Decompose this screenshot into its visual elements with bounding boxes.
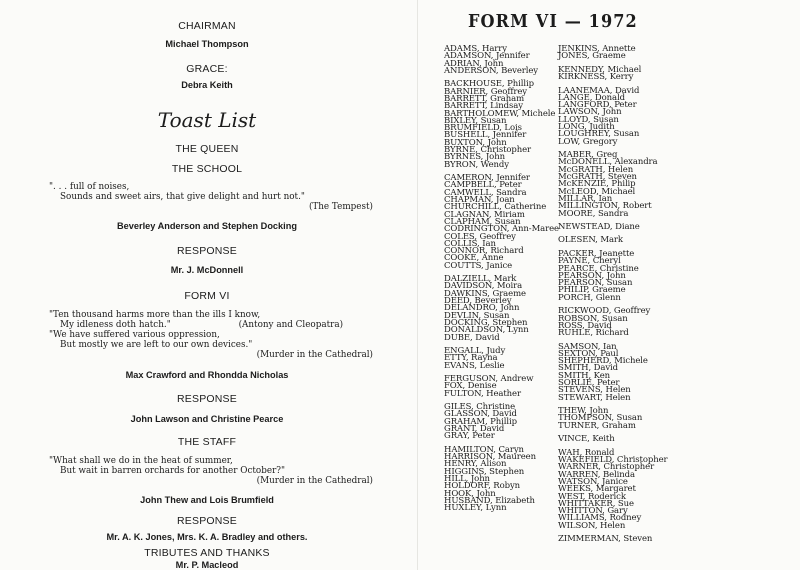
chairman-name: Michael Thompson [165, 39, 249, 49]
toast-list-title: Toast List [157, 108, 257, 132]
student-name: McGRATH, Helen [558, 164, 634, 175]
student-name: DONALDSON, Lynn [444, 325, 529, 336]
name-group [444, 276, 559, 342]
student-name: COLLIS, Ian [444, 238, 496, 249]
form-quote-line: But mostly we are left to our own devices." [60, 340, 253, 350]
name-group [558, 447, 668, 531]
student-name: HIGGINS, Stephen [444, 466, 525, 477]
student-name: WILSON, Helen [558, 520, 626, 531]
student-name: CAMPBELL, Peter [444, 180, 522, 191]
student-name: MOORE, Sandra [558, 208, 629, 219]
student-name: DOCKING, Stephen [444, 317, 528, 328]
name-group [558, 341, 668, 403]
student-name: COLES, Geoffrey [444, 231, 516, 242]
student-name: CONNOR, Richard [444, 246, 524, 257]
student-name: VINCE, Keith [558, 434, 615, 445]
grace-name: Debra Keith [181, 80, 233, 90]
student-name: BUXTON, John [444, 137, 507, 148]
student-name: GLASSON, David [444, 409, 517, 420]
student-name: McLEOD, Michael [558, 186, 636, 197]
student-name: PORCH, Glenn [558, 292, 621, 303]
student-name: McGRATH, Steven [558, 172, 637, 183]
student-name: FULTON, Heather [444, 388, 521, 399]
student-name: DELANDRO, John [444, 303, 520, 314]
student-name: SMITH, David [558, 363, 619, 374]
name-column-right [558, 46, 668, 550]
tributes-heading: TRIBUTES AND THANKS [144, 547, 270, 559]
student-name: BYRON, Wendy [444, 159, 509, 170]
student-name: SHEPHERD, Michele [558, 356, 648, 367]
student-name: PEARSON, John [558, 270, 626, 281]
student-name: WHITTON, Gary [558, 506, 628, 517]
student-name: BUSHELL, Jennifer [444, 130, 527, 141]
student-name: ANDERSON, Beverley [444, 65, 539, 76]
response-speakers: John Lawson and Christine Pearce [130, 414, 284, 424]
form-quote-line: My idleness doth hatch." [60, 320, 171, 330]
student-name: WHITTAKER, Sue [558, 498, 634, 509]
student-name: HAMILTON, Caryn [444, 444, 524, 455]
student-name: FERGUSON, Andrew [444, 374, 534, 385]
student-name: OLESEN, Mark [558, 235, 623, 246]
student-name: NEWSTEAD, Diane [558, 221, 640, 232]
student-name: BYRNES, John [444, 152, 505, 163]
student-name: PEARCE, Christine [558, 263, 639, 274]
student-name: SMITH, Ken [558, 370, 610, 381]
student-name: CODRINGTON, Ann-Maree [444, 224, 559, 235]
toast-form-vi: FORM VI [184, 290, 230, 302]
response-heading: RESPONSE [177, 515, 237, 527]
student-name: STEWART, Helen [558, 392, 631, 403]
student-name: ETTY, Rayna [444, 353, 498, 364]
student-name: WEEKS, Margaret [558, 484, 636, 495]
student-name: DEED, Beverley [444, 296, 512, 307]
student-name: DAVIDSON, Moira [444, 281, 523, 292]
student-name: CAMERON, Jennifer [444, 173, 530, 184]
name-group [558, 248, 668, 303]
student-name: HILL, John [444, 474, 490, 485]
student-name: WATSON, Janice [558, 476, 628, 487]
student-name: BARNIER, Geoffrey [444, 86, 528, 97]
staff-quote-line: "What shall we do in the heat of summer, [49, 456, 233, 466]
school-speakers: Beverley Anderson and Stephen Docking [117, 221, 297, 231]
student-name: HOLDORF, Robyn [444, 481, 521, 492]
student-name: GRANT, David [444, 424, 505, 435]
student-name: LOUGHREY, Susan [558, 129, 640, 140]
staff-quote-source: (Murder in the Cathedral) [256, 476, 373, 486]
student-name: CLAGNAN, Miriam [444, 209, 525, 220]
name-group [558, 308, 668, 337]
student-name: BYRNE, Christopher [444, 145, 532, 156]
student-name: HOOK, John [444, 488, 496, 499]
response-speaker: Mr. J. McDonnell [170, 265, 244, 275]
right-page-class-list [418, 0, 800, 570]
toast-the-staff: THE STAFF [177, 436, 237, 448]
student-name: GRAHAM, Phillip [444, 416, 517, 427]
school-quote-line: ". . . full of noises, [49, 182, 130, 192]
school-quote-source: (The Tempest) [308, 202, 373, 212]
student-name: JENKINS, Annette [558, 44, 636, 54]
student-name: CAMWELL, Sandra [444, 187, 527, 198]
school-quote-line: Sounds and sweet airs, that give delight and hurt not." [60, 192, 305, 202]
name-group [558, 46, 668, 61]
form-quote-line: "We have suffered various oppression, [49, 330, 220, 340]
name-group [558, 152, 668, 218]
student-name: ENGALL, Judy [444, 346, 506, 357]
student-name: STEVENS, Helen [558, 385, 631, 396]
student-name: THEW, John [558, 406, 609, 417]
student-name: MILLAR, Ian [558, 193, 613, 204]
response-heading: RESPONSE [177, 393, 237, 405]
student-name: DUBE, David [444, 332, 500, 343]
student-name: McDONELL, Alexandra [558, 157, 658, 168]
student-name: HENRY, Alison [444, 459, 507, 470]
student-name: CHURCHILL, Catherine [444, 202, 547, 213]
student-name: PAYNE, Cheryl [558, 256, 621, 267]
student-name: WARNER, Christopher [558, 462, 655, 473]
student-name: ADRIAN, John [444, 58, 504, 69]
student-name: PHILIP, Graeme [558, 285, 626, 296]
student-name: CLAPHAM, Susan [444, 216, 521, 227]
name-group [558, 536, 668, 543]
name-group [444, 348, 559, 370]
student-name: DALZIELL, Mark [444, 274, 517, 285]
student-name: HUXLEY, Lynn [444, 503, 507, 514]
student-name: PACKER, Jeanette [558, 248, 635, 259]
student-name: LONG, Judith [558, 122, 615, 133]
student-name: WILLIAMS, Rodney [558, 513, 642, 524]
name-group [444, 81, 559, 169]
name-group [444, 444, 559, 514]
name-group [444, 175, 559, 270]
name-group [558, 85, 668, 147]
student-name: BARRETT, Lindsay [444, 101, 523, 112]
student-name: BARRETT, Graham [444, 93, 525, 104]
student-name: PEARSON, Susan [558, 278, 633, 289]
student-name: COOKE, Anne [444, 253, 504, 264]
student-name: MABER, Greg [558, 150, 618, 161]
tributes-name: Mr. P. Macleod [175, 560, 239, 570]
student-name: SAMSON, Ian [558, 341, 617, 352]
student-name: JONES, Graeme [558, 51, 626, 62]
student-name: WARREN, Belinda [558, 469, 635, 480]
student-name: THOMPSON, Susan [558, 413, 643, 424]
student-name: BARTHOLOMEW, Michele [444, 108, 556, 119]
student-name: GRAY, Peter [444, 431, 495, 442]
student-name: MILLINGTON, Robert [558, 201, 652, 212]
student-name: LOW, Gregory [558, 136, 618, 147]
response-speakers: Mr. A. K. Jones, Mrs. K. A. Bradley and others. [106, 532, 308, 542]
name-group [558, 221, 668, 232]
student-name: KENNEDY, Michael [558, 64, 642, 75]
student-name: WEST, Roderick [558, 491, 626, 502]
student-name: DAWKINS, Graeme [444, 288, 526, 299]
student-name: CHAPMAN, Joan [444, 195, 515, 206]
student-name: BACKHOUSE, Phillip [444, 79, 534, 90]
class-list-title: FORM VI — 1972 [468, 12, 638, 32]
student-name: SEXTON, Paul [558, 348, 619, 359]
student-name: McKENZIE, Philip [558, 179, 636, 190]
form-speakers: Max Crawford and Rhondda Nicholas [125, 370, 289, 380]
student-name: GILES, Christine [444, 402, 516, 413]
staff-quote-line: But wait in barren orchards for another October?" [60, 466, 286, 476]
name-group [558, 408, 668, 430]
student-name: LANGFORD, Peter [558, 100, 637, 111]
student-name: LAANEMAA, David [558, 85, 640, 96]
student-name: LLOYD, Susan [558, 114, 619, 125]
name-group [444, 46, 559, 75]
form-quote-line: "Ten thousand harms more than the ills I know, [49, 310, 261, 320]
student-name: SORLIE, Peter [558, 378, 620, 389]
staff-speakers: John Thew and Lois Brumfield [140, 495, 274, 505]
student-name: BRUMFIELD, Lois [444, 123, 522, 134]
student-name: ADAMSON, Jennifer [444, 51, 530, 62]
student-name: DEVLIN, Susan [444, 310, 510, 321]
student-name: RICKWOOD, Geoffrey [558, 306, 651, 317]
name-group [558, 436, 668, 443]
name-column-left [444, 46, 559, 519]
toast-the-school: THE SCHOOL [171, 163, 243, 175]
student-name: WAKEFIELD, Christopher [558, 455, 668, 466]
student-name: WAH, Ronald [558, 447, 615, 458]
student-name: BIXLEY, Susan [444, 115, 507, 126]
form-quote-source: (Murder in the Cathedral) [256, 350, 373, 360]
student-name: ZIMMERMAN, Steven [558, 534, 653, 545]
response-heading: RESPONSE [177, 245, 237, 257]
student-name: EVANS, Leslie [444, 360, 505, 371]
student-name: TURNER, Graham [558, 420, 636, 431]
chairman-heading: CHAIRMAN [178, 20, 236, 32]
student-name: LANGE, Donald [558, 92, 625, 103]
student-name: ROSS, David [558, 320, 612, 331]
student-name: ADAMS, Harry [444, 44, 507, 54]
name-group [444, 376, 559, 398]
student-name: FOX, Denise [444, 381, 497, 392]
toast-the-queen: THE QUEEN [175, 143, 239, 155]
grace-heading: GRACE: [186, 63, 228, 75]
student-name: COUTTS, Janice [444, 260, 513, 271]
name-group [558, 64, 668, 83]
name-group [444, 404, 559, 440]
student-name: HARRISON, Maureen [444, 452, 536, 463]
student-name: ROBSON, Susan [558, 313, 628, 324]
form-quote-source: (Antony and Cleopatra) [238, 320, 343, 330]
student-name: HUSBAND, Elizabeth [444, 495, 535, 506]
student-name: KIRKNESS, Kerry [558, 72, 634, 83]
name-group [558, 237, 668, 244]
student-name: RUHLE, Richard [558, 328, 629, 339]
student-name: LAWSON, John [558, 107, 622, 118]
